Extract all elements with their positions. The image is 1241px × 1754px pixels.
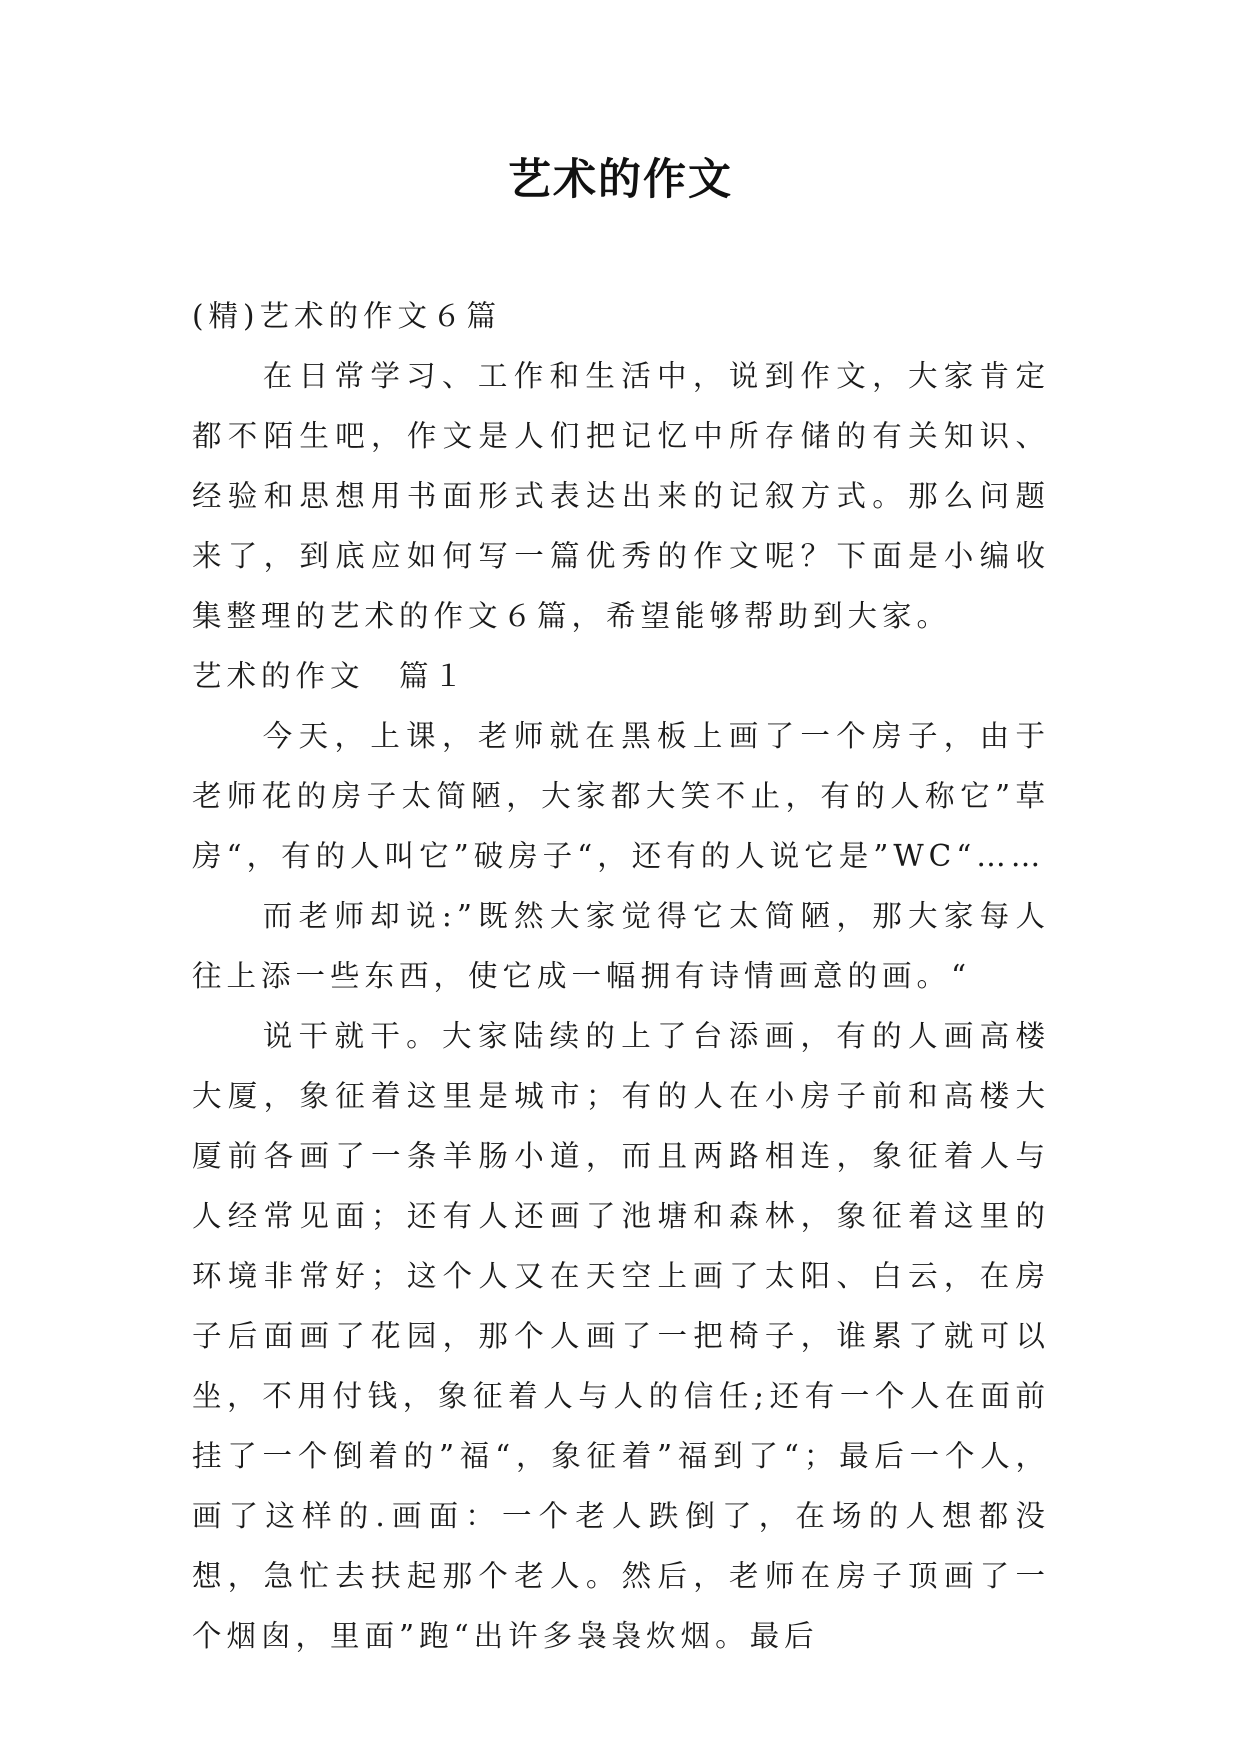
document-subtitle: (精)艺术的作文６篇 [192, 299, 502, 333]
document-title: 艺术的作文 [508, 155, 733, 205]
body-paragraph: 说干就干。大家陆续的上了台添画，有的人画高楼大厦，象征着这里是城市；有的人在小房子前和高楼大厦前各画了一条羊肠小道，而且两路相连，象征着人与人经常见面；还有人还画了池塘和森林，象征着这里的环境非常好；这个人又在天空上画了太阳、白云，在房子后面画了花园，那个人画了一把椅子，谁累了就可以坐，不用付钱，象征着人与人的信任;还有一个人在面前挂了一个倒着的”福“，象征着”福到了“；最后一个人，画了这样的.画面：一个老人跌倒了，在场的人想都没想，急忙去扶起那个老人。然后，老师在房子顶画了一个烟囱，里面”跑“出许多袅袅炊烟。最后 [192, 1019, 1050, 1653]
body-paragraph: 而老师却说:”既然大家觉得它太简陋，那大家每人往上添一些东西，使它成一幅拥有诗情画意的画。“ [192, 899, 1050, 993]
intro-paragraph: 在日常学习、工作和生活中，说到作文，大家肯定都不陌生吧，作文是人们把记忆中所存储的有关知识、经验和思想用书面形式表达出来的记叙方式。那么问题来了，到底应如何写一篇优秀的作文呢？下面是小编收集整理的艺术的作文６篇，希望能够帮助到大家。 [192, 359, 1050, 633]
document-body [192, 286, 1050, 1666]
section-heading: 艺术的作文 篇１ [192, 659, 469, 693]
body-paragraph: 今天，上课，老师就在黑板上画了一个房子，由于老师花的房子太简陋，大家都大笑不止，有的人称它”草房“，有的人叫它”破房子“，还有的人说它是”WC“…… [192, 719, 1050, 873]
